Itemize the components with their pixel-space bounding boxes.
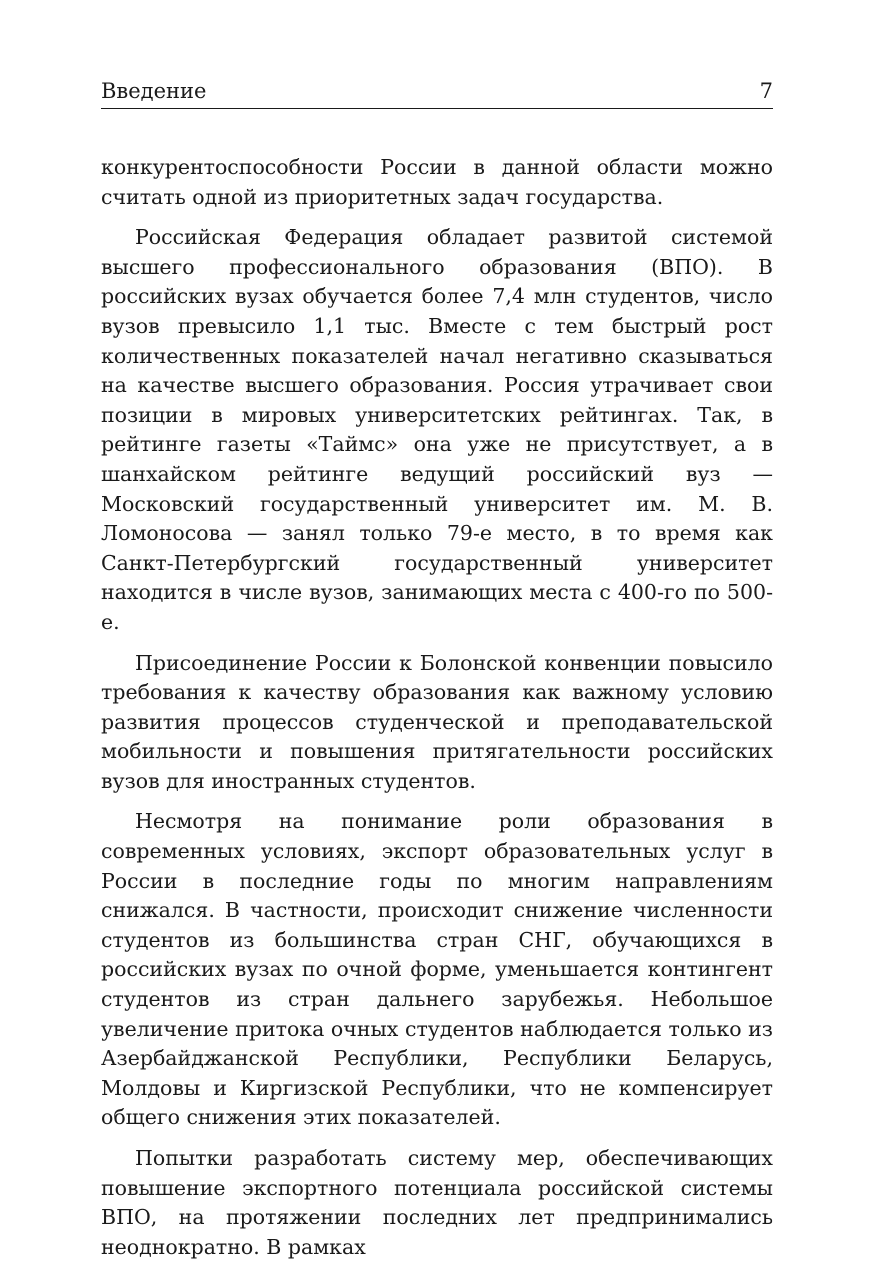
book-page	[101, 76, 773, 1273]
section-title: Введение	[101, 79, 207, 103]
paragraph-export-decline: Несмотря на понимание роли образования в современных условиях, экспорт образовательных услуг в России в последние годы по многим направлениям снижался. В частности, происходит снижение численности студентов из большинства стран СНГ, обучающихся в российских вузах по очной форме, уменьшается контингент студентов из стран дальнего зарубежья. Небольшое увеличение притока очных студентов наблюдается только из Азербайджанской Республики, Республики Беларусь, Молдовы и Киргизской Республики, что не компенсирует общего снижения этих показателей.	[101, 809, 773, 1130]
paragraph-bologna-convention: Присоединение России к Болонской конвенции повысило требования к качеству образования как важному условию развития процессов студенческой и преподавательской мобильности и повышения притягательности российских вузов для иностранных студентов.	[101, 650, 773, 793]
paragraph-continuation: конкурентоспособности России в данной области можно считать одной из приоритетных задач государства.	[101, 155, 773, 209]
running-head	[101, 76, 773, 109]
paragraph-higher-education-system: Российская Федерация обладает развитой системой высшего профессионального образования (ВПО). В российских вузах обучается более 7,4 млн студентов, число вузов превысило 1,1 тыс. Вместе с тем быстрый рост количественных показателей начал негативно сказываться на качестве высшего образования. Россия утрачивает свои позиции в мировых университетских рейтингах. Так, в рейтинге газеты «Таймс» она уже не присутствует, а в шанхайском рейтинге ведущий российский вуз — Московский государственный университет им. М. В. Ломоносова — занял только 79-е место, в то время как Санкт-Петербургский государственный университет находится в числе вузов, занимающих места с 400-го по 500-е.	[101, 225, 773, 634]
body-text	[101, 153, 773, 1262]
paragraph-export-potential: Попытки разработать систему мер, обеспечивающих повышение экспортного потенциала российской системы ВПО, на протяжении последних лет предпринимались неоднократно. В рамках	[101, 1146, 773, 1259]
page-number: 7	[759, 79, 773, 103]
